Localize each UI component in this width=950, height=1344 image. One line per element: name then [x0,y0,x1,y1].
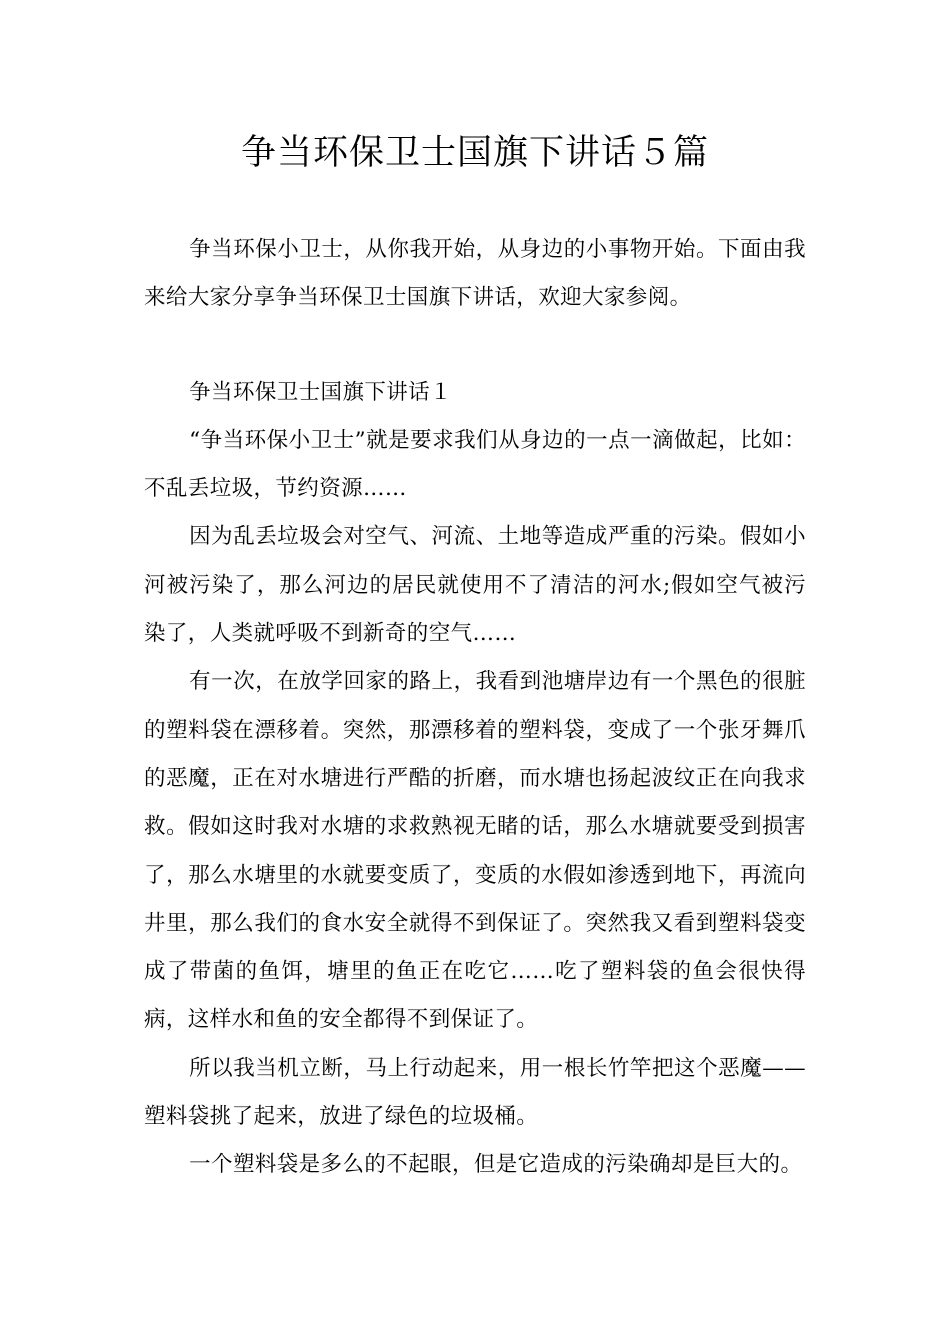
section-heading: 争当环保卫士国旗下讲话１ [189,379,452,405]
body-paragraph: 因为乱丢垃圾会对空气、河流、土地等造成严重的污染。假如小河被污染了，那么河边的居民就使用不了清洁的河水;假如空气被污染了，人类就呼吸不到新奇的空气…… [144,524,806,647]
document-title: 争当环保卫士国旗下讲话５篇 [240,133,709,173]
body-paragraph: 有一次，在放学回家的路上，我看到池塘岸边有一个黑色的很脏的塑料袋在漂移着。突然，那漂移着的塑料袋，变成了一个张牙舞爪的恶魔，正在对水塘进行严酷的折磨，而水塘也扬起波纹正在向我求救。假如这时我对水塘的求救熟视无睹的话，那么水塘就要受到损害了，那么水塘里的水就要变质了，变质的水假如渗透到地下，再流向井里，那么我们的食水安全就得不到保证了。突然我又看到塑料袋变成了带菌的鱼饵，塘里的鱼正在吃它……吃了塑料袋的鱼会很快得病，这样水和鱼的安全都得不到保证了。 [144,669,806,1033]
intro-paragraph: 争当环保小卫士，从你我开始，从身边的小事物开始。下面由我来给大家分享争当环保卫士国旗下讲话，欢迎大家参阅。 [144,237,806,311]
document-body [144,226,806,1190]
body-paragraph: 一个塑料袋是多么的不起眼，但是它造成的污染确却是巨大的。 [189,1152,803,1178]
body-paragraph: “争当环保小卫士”就是要求我们从身边的一点一滴做起，比如：不乱丢垃圾，节约资源…… [144,427,806,502]
body-paragraph: 所以我当机立断，马上行动起来，用一根长竹竿把这个恶魔——塑料袋挑了起来，放进了绿色的垃圾桶。 [144,1055,806,1130]
